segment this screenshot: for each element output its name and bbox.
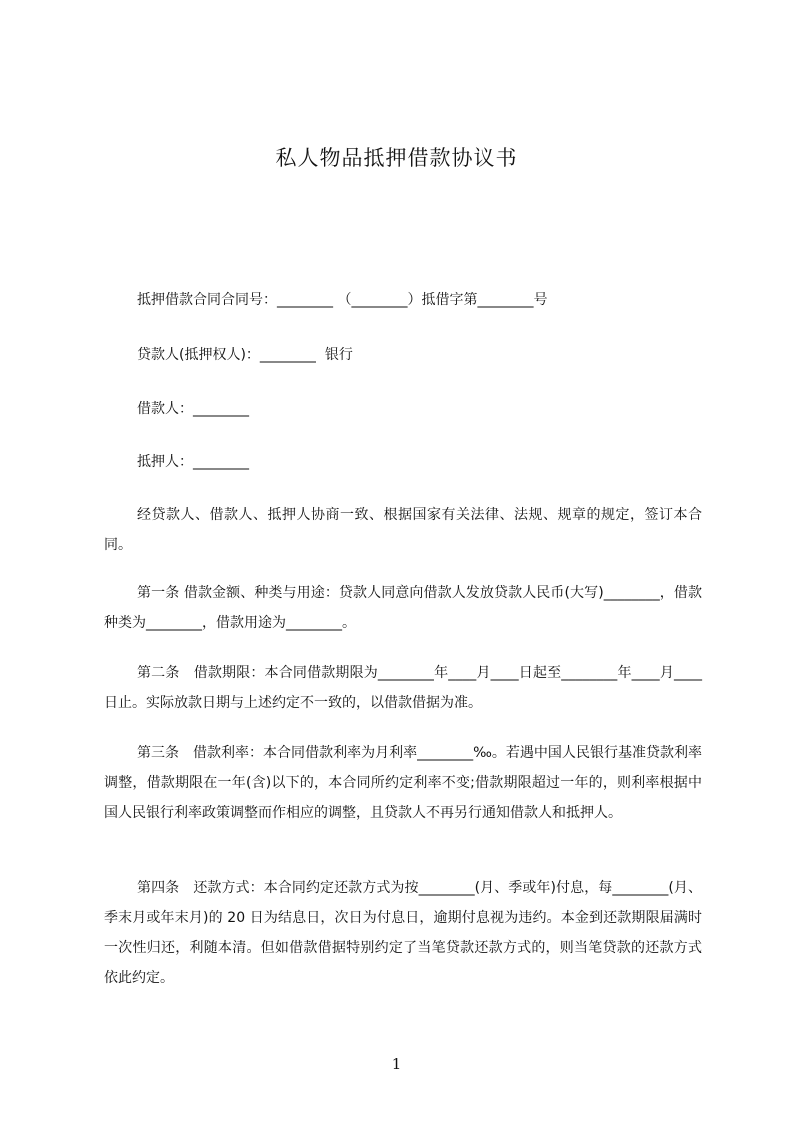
contract-number-line: 抵押借款合同合同号：________ （________）抵借字第________号 <box>137 292 548 308</box>
article-4: 第四条 还款方式：本合同约定还款方式为按________(月、季或年)付息，每________(月、季末月或年末月)的 20 日为结息日，次日为付息日，逾期付息视为违约。本金到还款期限届满时一次性归还，利随本清。但如借款借据特别约定了当笔贷款还款方式的，则当笔贷款的还款方式依此约定。 <box>104 880 702 986</box>
intro-paragraph: 经贷款人、借款人、抵押人协商一致、根据国家有关法律、法规、规章的规定，签订本合同。 <box>104 507 702 553</box>
document-title: 私人物品抵押借款协议书 <box>275 146 518 170</box>
page-number: 1 <box>391 1055 402 1073</box>
article-3: 第三条 借款利率：本合同借款利率为月利率________‰。若遇中国人民银行基准贷款利率调整，借款期限在一年(含)以下的，本合同所约定利率不变;借款期限超过一年的，则利率根据中国人民银行利率政策调整而作相应的调整，且贷款人不再另行通知借款人和抵押人。 <box>104 745 702 821</box>
lender-line: 贷款人(抵押权人)：________ 银行 <box>137 347 353 363</box>
mortgagor-line: 抵押人：________ <box>137 454 249 470</box>
borrower-line: 借款人：________ <box>137 401 249 417</box>
article-1: 第一条 借款金额、种类与用途：贷款人同意向借款人发放贷款人民币(大写)________，借款种类为________，借款用途为________。 <box>104 585 702 631</box>
article-2: 第二条 借款期限：本合同借款期限为________年____月____日起至________年____月____日止。实际放款日期与上述约定不一致的，以借款借据为准。 <box>104 665 702 711</box>
